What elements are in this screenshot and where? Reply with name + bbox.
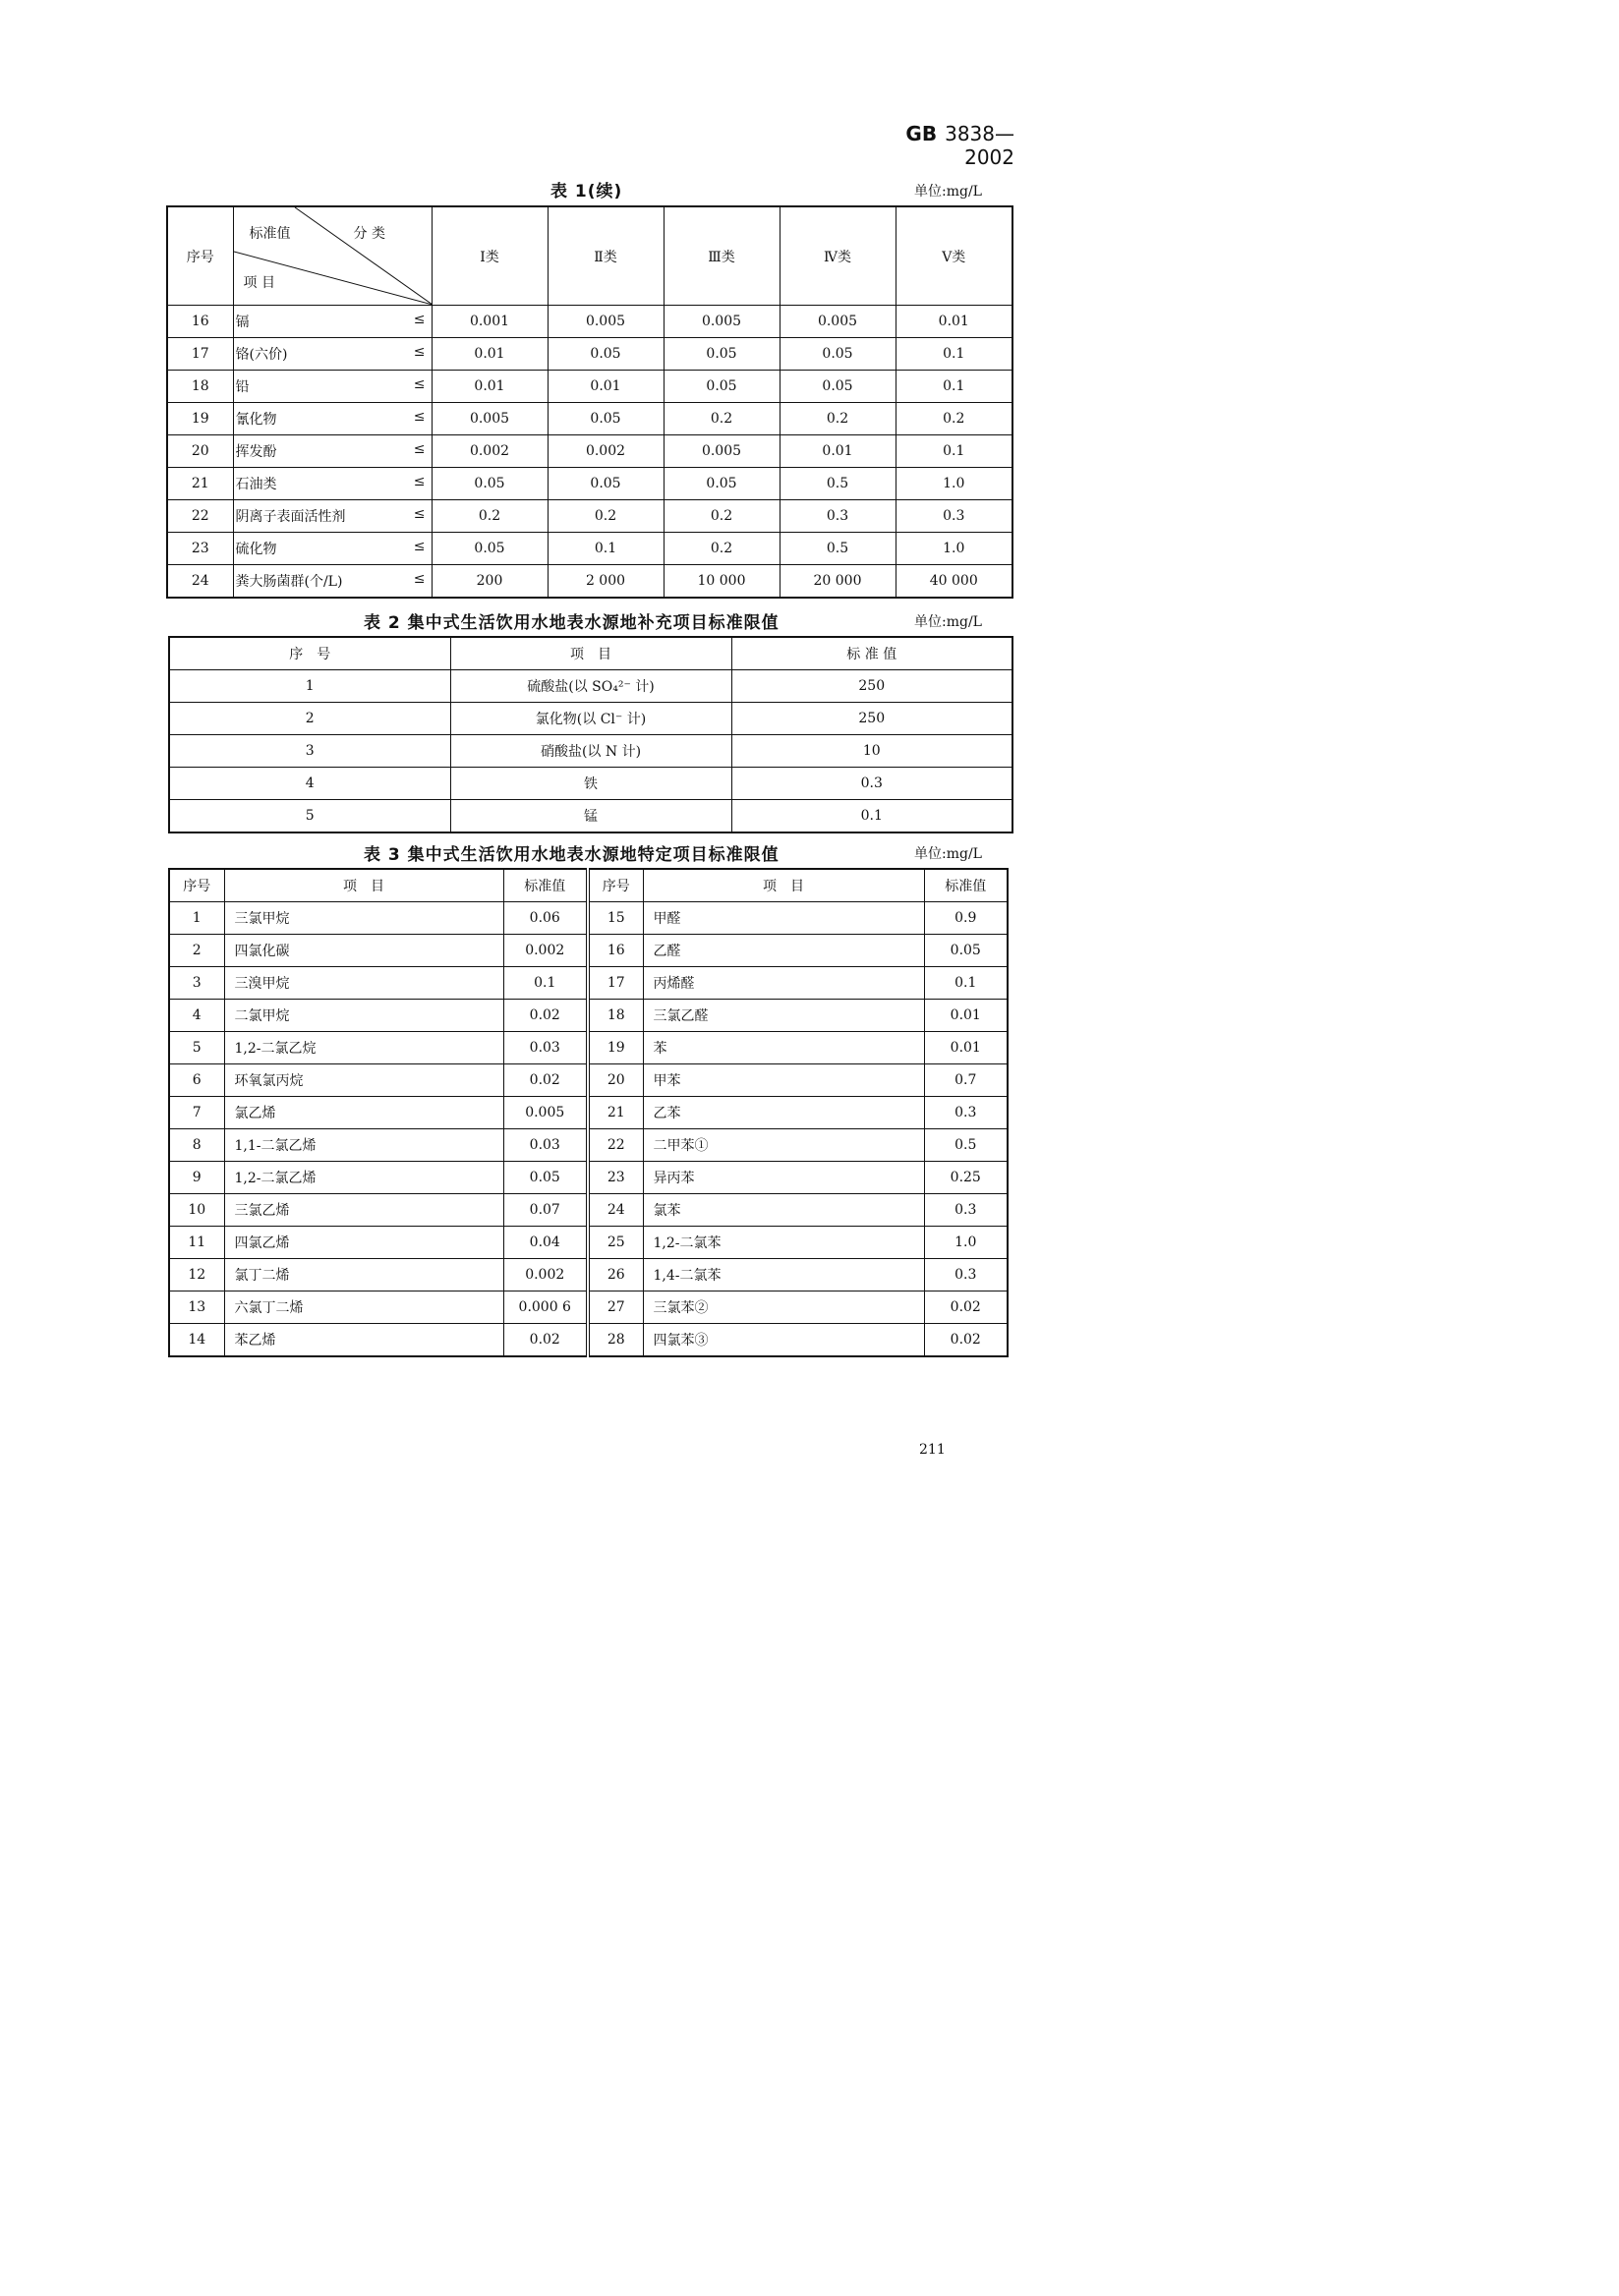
item-name: 硫化物	[235, 542, 277, 557]
row-number: 1	[169, 670, 450, 703]
item-name: 挥发酚	[235, 444, 277, 460]
table-row	[169, 1162, 1008, 1194]
table3-col-seq-left: 序号	[169, 869, 224, 902]
item-name-cell	[233, 403, 432, 435]
table-row	[169, 1292, 1008, 1324]
row-number-left: 2	[169, 935, 224, 967]
row-number-right: 20	[588, 1064, 643, 1097]
row-number-right: 19	[588, 1032, 643, 1064]
table-row	[169, 1097, 1008, 1129]
table1-header-row	[167, 206, 1012, 306]
table3-caption: 表 3 集中式生活饮用水地表水源地特定项目标准限值	[364, 845, 780, 865]
class1-value: 0.05	[432, 533, 548, 565]
class2-value: 0.05	[548, 468, 664, 500]
class1-value: 0.01	[432, 338, 548, 371]
table-row	[169, 1064, 1008, 1097]
class4-value: 0.005	[780, 306, 896, 338]
class4-value: 0.3	[780, 500, 896, 533]
standard-value-right: 0.02	[924, 1324, 1008, 1357]
table1-diagonal-header	[233, 206, 432, 306]
item-name: 铅	[235, 379, 250, 395]
row-number-right: 28	[588, 1324, 643, 1357]
class2-value: 0.005	[548, 306, 664, 338]
class2-value: 0.01	[548, 371, 664, 403]
standard-value-left: 0.04	[503, 1227, 588, 1259]
item-name-left: 环氧氯丙烷	[224, 1064, 503, 1097]
class2-value: 0.002	[548, 435, 664, 468]
row-number-right: 22	[588, 1129, 643, 1162]
class4-value: 0.2	[780, 403, 896, 435]
standard-code	[865, 122, 1014, 169]
row-number-right: 24	[588, 1194, 643, 1227]
less-equal-sign: ≤	[413, 571, 426, 587]
item-name: 阴离子表面活性剂	[235, 509, 346, 525]
table1-col-class3: Ⅲ类	[664, 206, 780, 306]
class1-value: 0.005	[432, 403, 548, 435]
row-number-left: 3	[169, 967, 224, 1000]
class3-value: 0.05	[664, 371, 780, 403]
standard-value-right: 0.9	[924, 902, 1008, 935]
less-equal-sign: ≤	[413, 344, 426, 360]
table1	[166, 205, 1013, 599]
class5-value: 0.2	[896, 403, 1012, 435]
class5-value: 0.1	[896, 435, 1012, 468]
item-name-cell	[233, 468, 432, 500]
table2-col-item: 项 目	[450, 637, 731, 670]
row-number-left: 8	[169, 1129, 224, 1162]
table-row	[169, 1324, 1008, 1357]
table-row	[169, 768, 1012, 800]
standard-value-left: 0.06	[503, 902, 588, 935]
item-name-left: 苯乙烯	[224, 1324, 503, 1357]
class4-value: 0.05	[780, 371, 896, 403]
standard-value-right: 0.1	[924, 967, 1008, 1000]
row-number-left: 5	[169, 1032, 224, 1064]
row-number-right: 25	[588, 1227, 643, 1259]
row-number: 19	[167, 403, 233, 435]
item-name-left: 1,1-二氯乙烯	[224, 1129, 503, 1162]
item-name-left: 1,2-二氯乙烯	[224, 1162, 503, 1194]
row-number-left: 6	[169, 1064, 224, 1097]
standard-value-left: 0.03	[503, 1129, 588, 1162]
table-row	[169, 735, 1012, 768]
table2-col-value: 标 准 值	[731, 637, 1012, 670]
class5-value: 1.0	[896, 468, 1012, 500]
standard-value-left: 0.002	[503, 1259, 588, 1292]
item-name-cell	[233, 306, 432, 338]
item-name: 硫酸盐(以 SO₄²⁻ 计)	[450, 670, 731, 703]
item-name-left: 四氯化碳	[224, 935, 503, 967]
table-row	[167, 500, 1012, 533]
table-row	[169, 1194, 1008, 1227]
item-name-left: 六氯丁二烯	[224, 1292, 503, 1324]
table-row	[169, 935, 1008, 967]
row-number-right: 17	[588, 967, 643, 1000]
item-name-right: 三氯乙醛	[643, 1000, 924, 1032]
standard-value-right: 0.5	[924, 1129, 1008, 1162]
class1-value: 0.05	[432, 468, 548, 500]
class3-value: 0.2	[664, 403, 780, 435]
standard-value-left: 0.07	[503, 1194, 588, 1227]
standard-value-left: 0.02	[503, 1000, 588, 1032]
class3-value: 0.05	[664, 338, 780, 371]
row-number: 18	[167, 371, 233, 403]
table1-col-class2: Ⅱ类	[548, 206, 664, 306]
table1-caption: 表 1(续)	[550, 182, 623, 201]
row-number: 24	[167, 565, 233, 599]
standard-value: 250	[731, 703, 1012, 735]
class5-value: 0.01	[896, 306, 1012, 338]
table2-col-seq: 序 号	[169, 637, 450, 670]
less-equal-sign: ≤	[413, 506, 426, 522]
standard-value-left: 0.005	[503, 1097, 588, 1129]
item-name-left: 三氯甲烷	[224, 902, 503, 935]
row-number-left: 11	[169, 1227, 224, 1259]
standard-value-right: 0.3	[924, 1097, 1008, 1129]
table2-unit: 单位:mg/L	[914, 614, 982, 630]
item-name-left: 四氯乙烯	[224, 1227, 503, 1259]
item-name-right: 苯	[643, 1032, 924, 1064]
class1-value: 0.01	[432, 371, 548, 403]
table-row	[167, 338, 1012, 371]
item-name: 镉	[235, 315, 250, 330]
standard-value-right: 0.02	[924, 1292, 1008, 1324]
standard-value-right: 0.01	[924, 1000, 1008, 1032]
item-name: 锰	[450, 800, 731, 833]
standard-value-right: 0.01	[924, 1032, 1008, 1064]
standard-value-left: 0.03	[503, 1032, 588, 1064]
item-name-right: 三氯苯②	[643, 1292, 924, 1324]
item-name-cell	[233, 533, 432, 565]
class2-value: 0.2	[548, 500, 664, 533]
class2-value: 0.05	[548, 403, 664, 435]
row-number-left: 9	[169, 1162, 224, 1194]
table-row	[167, 565, 1012, 599]
class1-value: 200	[432, 565, 548, 599]
item-name-right: 甲醛	[643, 902, 924, 935]
table3-col-item-left: 项 目	[224, 869, 503, 902]
less-equal-sign: ≤	[413, 539, 426, 554]
table1-col-class1: Ⅰ类	[432, 206, 548, 306]
table-row	[169, 967, 1008, 1000]
item-name: 铬(六价)	[235, 347, 288, 363]
standard-prefix: GB	[905, 122, 938, 145]
item-name-right: 丙烯醛	[643, 967, 924, 1000]
table-row	[167, 403, 1012, 435]
row-number-right: 26	[588, 1259, 643, 1292]
table-row	[169, 902, 1008, 935]
item-name-right: 异丙苯	[643, 1162, 924, 1194]
item-name-cell	[233, 565, 432, 599]
table1-col-class5: Ⅴ类	[896, 206, 1012, 306]
class5-value: 0.3	[896, 500, 1012, 533]
std-value-label: 标准值	[249, 226, 291, 242]
table2	[168, 636, 1013, 833]
row-number-left: 13	[169, 1292, 224, 1324]
item-name-right: 1,4-二氯苯	[643, 1259, 924, 1292]
item-name-right: 氯苯	[643, 1194, 924, 1227]
less-equal-sign: ≤	[413, 441, 426, 457]
table-row	[167, 533, 1012, 565]
table-row	[167, 306, 1012, 338]
table3-col-seq-right: 序号	[588, 869, 643, 902]
item-name-left: 三氯乙烯	[224, 1194, 503, 1227]
class3-value: 10 000	[664, 565, 780, 599]
table3-unit: 单位:mg/L	[914, 846, 982, 862]
table-row	[169, 1259, 1008, 1292]
item-name: 石油类	[235, 477, 277, 492]
standard-value: 10	[731, 735, 1012, 768]
table-row	[169, 1227, 1008, 1259]
item-name: 粪大肠菌群(个/L)	[235, 574, 343, 590]
row-number: 22	[167, 500, 233, 533]
class5-value: 0.1	[896, 371, 1012, 403]
standard-value-right: 0.3	[924, 1194, 1008, 1227]
item-name-left: 二氯甲烷	[224, 1000, 503, 1032]
standard-value: 0.1	[731, 800, 1012, 833]
item-name-right: 1,2-二氯苯	[643, 1227, 924, 1259]
item-name-left: 三溴甲烷	[224, 967, 503, 1000]
class5-value: 40 000	[896, 565, 1012, 599]
class1-value: 0.001	[432, 306, 548, 338]
table3-col-value-left: 标准值	[503, 869, 588, 902]
row-number-right: 27	[588, 1292, 643, 1324]
row-number: 23	[167, 533, 233, 565]
standard-value-left: 0.02	[503, 1064, 588, 1097]
standard-value-right: 0.3	[924, 1259, 1008, 1292]
standard-value: 250	[731, 670, 1012, 703]
table-row	[167, 371, 1012, 403]
item-name-cell	[233, 371, 432, 403]
category-label: 分 类	[353, 226, 385, 242]
item-name-right: 乙苯	[643, 1097, 924, 1129]
class4-value: 0.01	[780, 435, 896, 468]
row-number: 2	[169, 703, 450, 735]
class3-value: 0.005	[664, 306, 780, 338]
standard-value-left: 0.000 6	[503, 1292, 588, 1324]
item-label: 项 目	[243, 275, 275, 291]
row-number-left: 1	[169, 902, 224, 935]
table3-col-value-right: 标准值	[924, 869, 1008, 902]
row-number: 16	[167, 306, 233, 338]
class2-value: 0.05	[548, 338, 664, 371]
table-row	[169, 703, 1012, 735]
table1-col-seq: 序号	[167, 206, 233, 306]
row-number-left: 12	[169, 1259, 224, 1292]
class5-value: 0.1	[896, 338, 1012, 371]
item-name-left: 1,2-二氯乙烷	[224, 1032, 503, 1064]
class5-value: 1.0	[896, 533, 1012, 565]
class2-value: 2 000	[548, 565, 664, 599]
standard-value: 0.3	[731, 768, 1012, 800]
table2-caption: 表 2 集中式生活饮用水地表水源地补充项目标准限值	[364, 613, 780, 633]
class3-value: 0.005	[664, 435, 780, 468]
class3-value: 0.2	[664, 533, 780, 565]
item-name-left: 氯乙烯	[224, 1097, 503, 1129]
class1-value: 0.2	[432, 500, 548, 533]
row-number-right: 23	[588, 1162, 643, 1194]
item-name-right: 乙醛	[643, 935, 924, 967]
row-number-left: 4	[169, 1000, 224, 1032]
row-number-left: 10	[169, 1194, 224, 1227]
table-row	[169, 800, 1012, 833]
class3-value: 0.2	[664, 500, 780, 533]
row-number-right: 15	[588, 902, 643, 935]
item-name-right: 四氯苯③	[643, 1324, 924, 1357]
less-equal-sign: ≤	[413, 312, 426, 327]
table1-col-class4: Ⅳ类	[780, 206, 896, 306]
item-name-cell	[233, 435, 432, 468]
row-number-right: 21	[588, 1097, 643, 1129]
row-number-right: 16	[588, 935, 643, 967]
item-name-cell	[233, 338, 432, 371]
table3	[168, 868, 1009, 1357]
table-row	[169, 1000, 1008, 1032]
standard-value-left: 0.02	[503, 1324, 588, 1357]
row-number: 3	[169, 735, 450, 768]
less-equal-sign: ≤	[413, 376, 426, 392]
class1-value: 0.002	[432, 435, 548, 468]
less-equal-sign: ≤	[413, 409, 426, 425]
item-name: 氰化物	[235, 412, 277, 428]
standard-value-right: 0.7	[924, 1064, 1008, 1097]
class3-value: 0.05	[664, 468, 780, 500]
standard-value-left: 0.1	[503, 967, 588, 1000]
row-number: 17	[167, 338, 233, 371]
class2-value: 0.1	[548, 533, 664, 565]
row-number: 4	[169, 768, 450, 800]
standard-value-right: 0.25	[924, 1162, 1008, 1194]
item-name-cell	[233, 500, 432, 533]
class4-value: 0.5	[780, 533, 896, 565]
class4-value: 0.05	[780, 338, 896, 371]
item-name-right: 二甲苯①	[643, 1129, 924, 1162]
row-number-right: 18	[588, 1000, 643, 1032]
standard-value-right: 0.05	[924, 935, 1008, 967]
item-name-right: 甲苯	[643, 1064, 924, 1097]
class4-value: 20 000	[780, 565, 896, 599]
table-row	[167, 468, 1012, 500]
item-name: 铁	[450, 768, 731, 800]
class4-value: 0.5	[780, 468, 896, 500]
row-number: 21	[167, 468, 233, 500]
item-name: 硝酸盐(以 N 计)	[450, 735, 731, 768]
standard-number: 3838—2002	[945, 122, 1014, 169]
table2-header-row	[169, 637, 1012, 670]
row-number: 5	[169, 800, 450, 833]
row-number-left: 7	[169, 1097, 224, 1129]
table3-col-item-right: 项 目	[643, 869, 924, 902]
page-number: 211	[919, 1442, 946, 1458]
standard-value-right: 1.0	[924, 1227, 1008, 1259]
item-name: 氯化物(以 Cl⁻ 计)	[450, 703, 731, 735]
table1-unit: 单位:mg/L	[914, 184, 982, 200]
table-row	[167, 435, 1012, 468]
standard-value-left: 0.002	[503, 935, 588, 967]
standard-value-left: 0.05	[503, 1162, 588, 1194]
table-row	[169, 1032, 1008, 1064]
table-row	[169, 670, 1012, 703]
less-equal-sign: ≤	[413, 474, 426, 489]
row-number: 20	[167, 435, 233, 468]
row-number-left: 14	[169, 1324, 224, 1357]
item-name-left: 氯丁二烯	[224, 1259, 503, 1292]
table-row	[169, 1129, 1008, 1162]
table3-header-row	[169, 869, 1008, 902]
